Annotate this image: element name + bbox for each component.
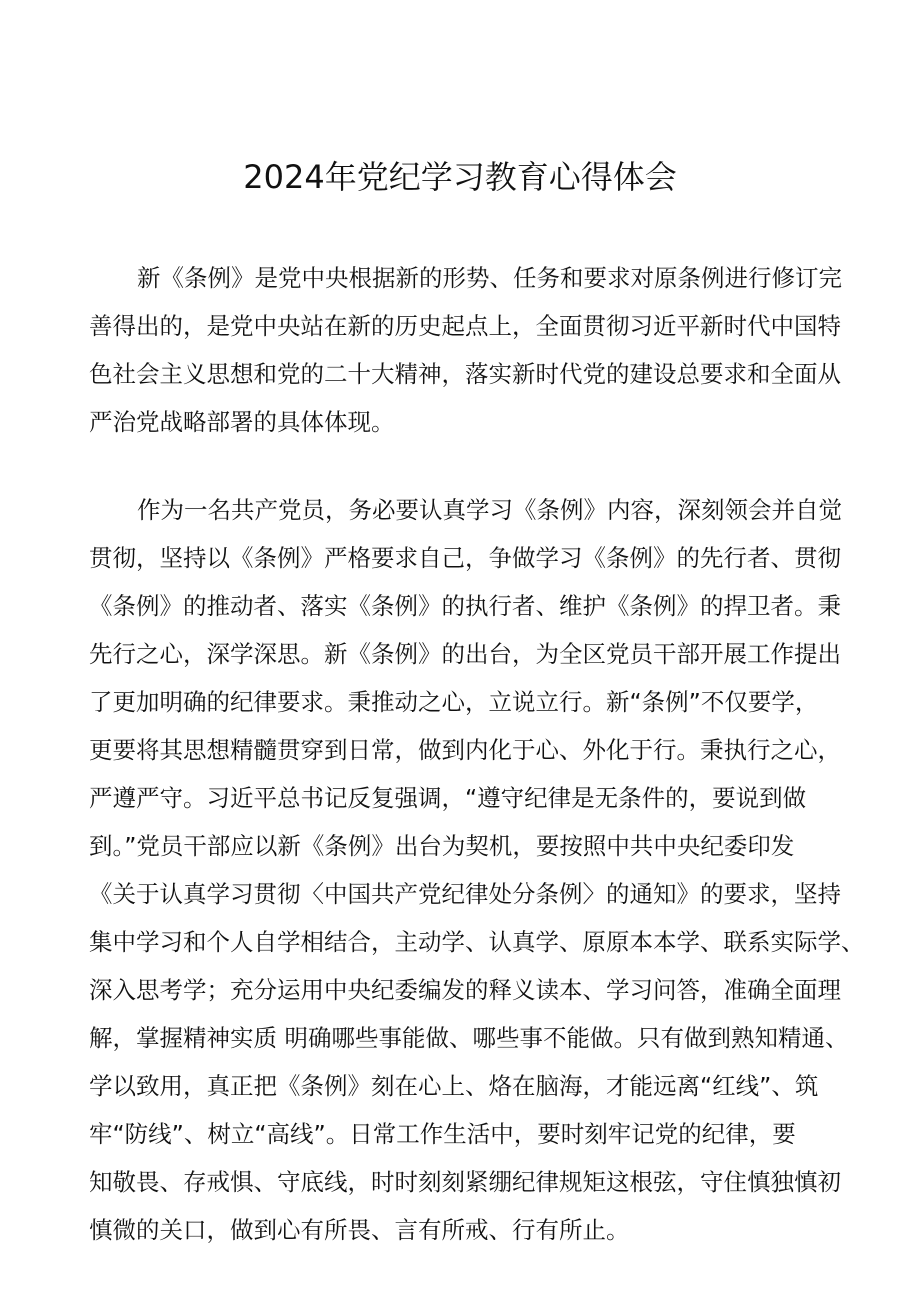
paragraph-line: 深入思考学；充分运用中央纪委编发的释义读本、学习问答，准确全面理	[89, 976, 841, 1004]
paragraph-line: 牢“防线”、树立“高线”。日常工作生活中，要时刻牢记党的纪律，要	[89, 1120, 796, 1148]
paragraph-line: 到。”党员干部应以新《条例》出台为契机，要按照中共中央纪委印发	[89, 832, 795, 860]
paragraph-line: 《条例》的推动者、落实《条例》的执行者、维护《条例》的捍卫者。秉	[89, 592, 841, 620]
paragraph-line: 严遵严守。习近平总书记反复强调，“遵守纪律是无条件的，要说到做	[89, 784, 807, 812]
paragraph-line: 贯彻，坚持以《条例》严格要求自己，争做学习《条例》的先行者、贯彻	[89, 544, 841, 572]
paragraph-line: 更要将其思想精髓贯穿到日常，做到内化于心、外化于行。秉执行之心，	[89, 736, 841, 764]
paragraph-line: 《关于认真学习贯彻〈中国共产党纪律处分条例〉的通知》的要求，坚持	[89, 880, 841, 908]
paragraph-line: 善得出的，是党中央站在新的历史起点上，全面贯彻习近平新时代中国特	[89, 312, 841, 340]
paragraph-1	[89, 254, 849, 446]
paragraph-line: 知敬畏、存戒惧、守底线，时时刻刻紧绷纪律规矩这根弦，守住慎独慎初	[89, 1168, 841, 1196]
paragraph-line: 新《条例》是党中央根据新的形势、任务和要求对原条例进行修订完	[137, 264, 842, 292]
paragraph-2	[89, 486, 865, 1254]
paragraph-line: 解，掌握精神实质 明确哪些事能做、哪些事不能做。只有做到熟知精通、	[89, 1024, 849, 1052]
paragraph-line: 学以致用，真正把《条例》刻在心上、烙在脑海，才能远离“红线”、筑	[89, 1072, 819, 1100]
paragraph-line: 慎微的关口，做到心有所畏、言有所戒、行有所止。	[89, 1216, 630, 1244]
paragraph-line: 作为一名共产党员，务必要认真学习《条例》内容，深刻领会并自觉	[137, 496, 842, 524]
paragraph-line: 集中学习和个人自学相结合，主动学、认真学、原原本本学、联系实际学、	[89, 928, 865, 956]
paragraph-line: 色社会主义思想和党的二十大精神，落实新时代党的建设总要求和全面从	[89, 360, 841, 388]
document-title: 2024年党纪学习教育心得体会	[243, 158, 677, 196]
paragraph-line: 了更加明确的纪律要求。秉推动之心，立说立行。新“条例”不仅要学，	[89, 688, 819, 716]
paragraph-line: 先行之心，深学深思。新《条例》的出台，为全区党员干部开展工作提出	[89, 640, 841, 668]
paragraph-line: 严治党战略部署的具体体现。	[89, 408, 395, 436]
